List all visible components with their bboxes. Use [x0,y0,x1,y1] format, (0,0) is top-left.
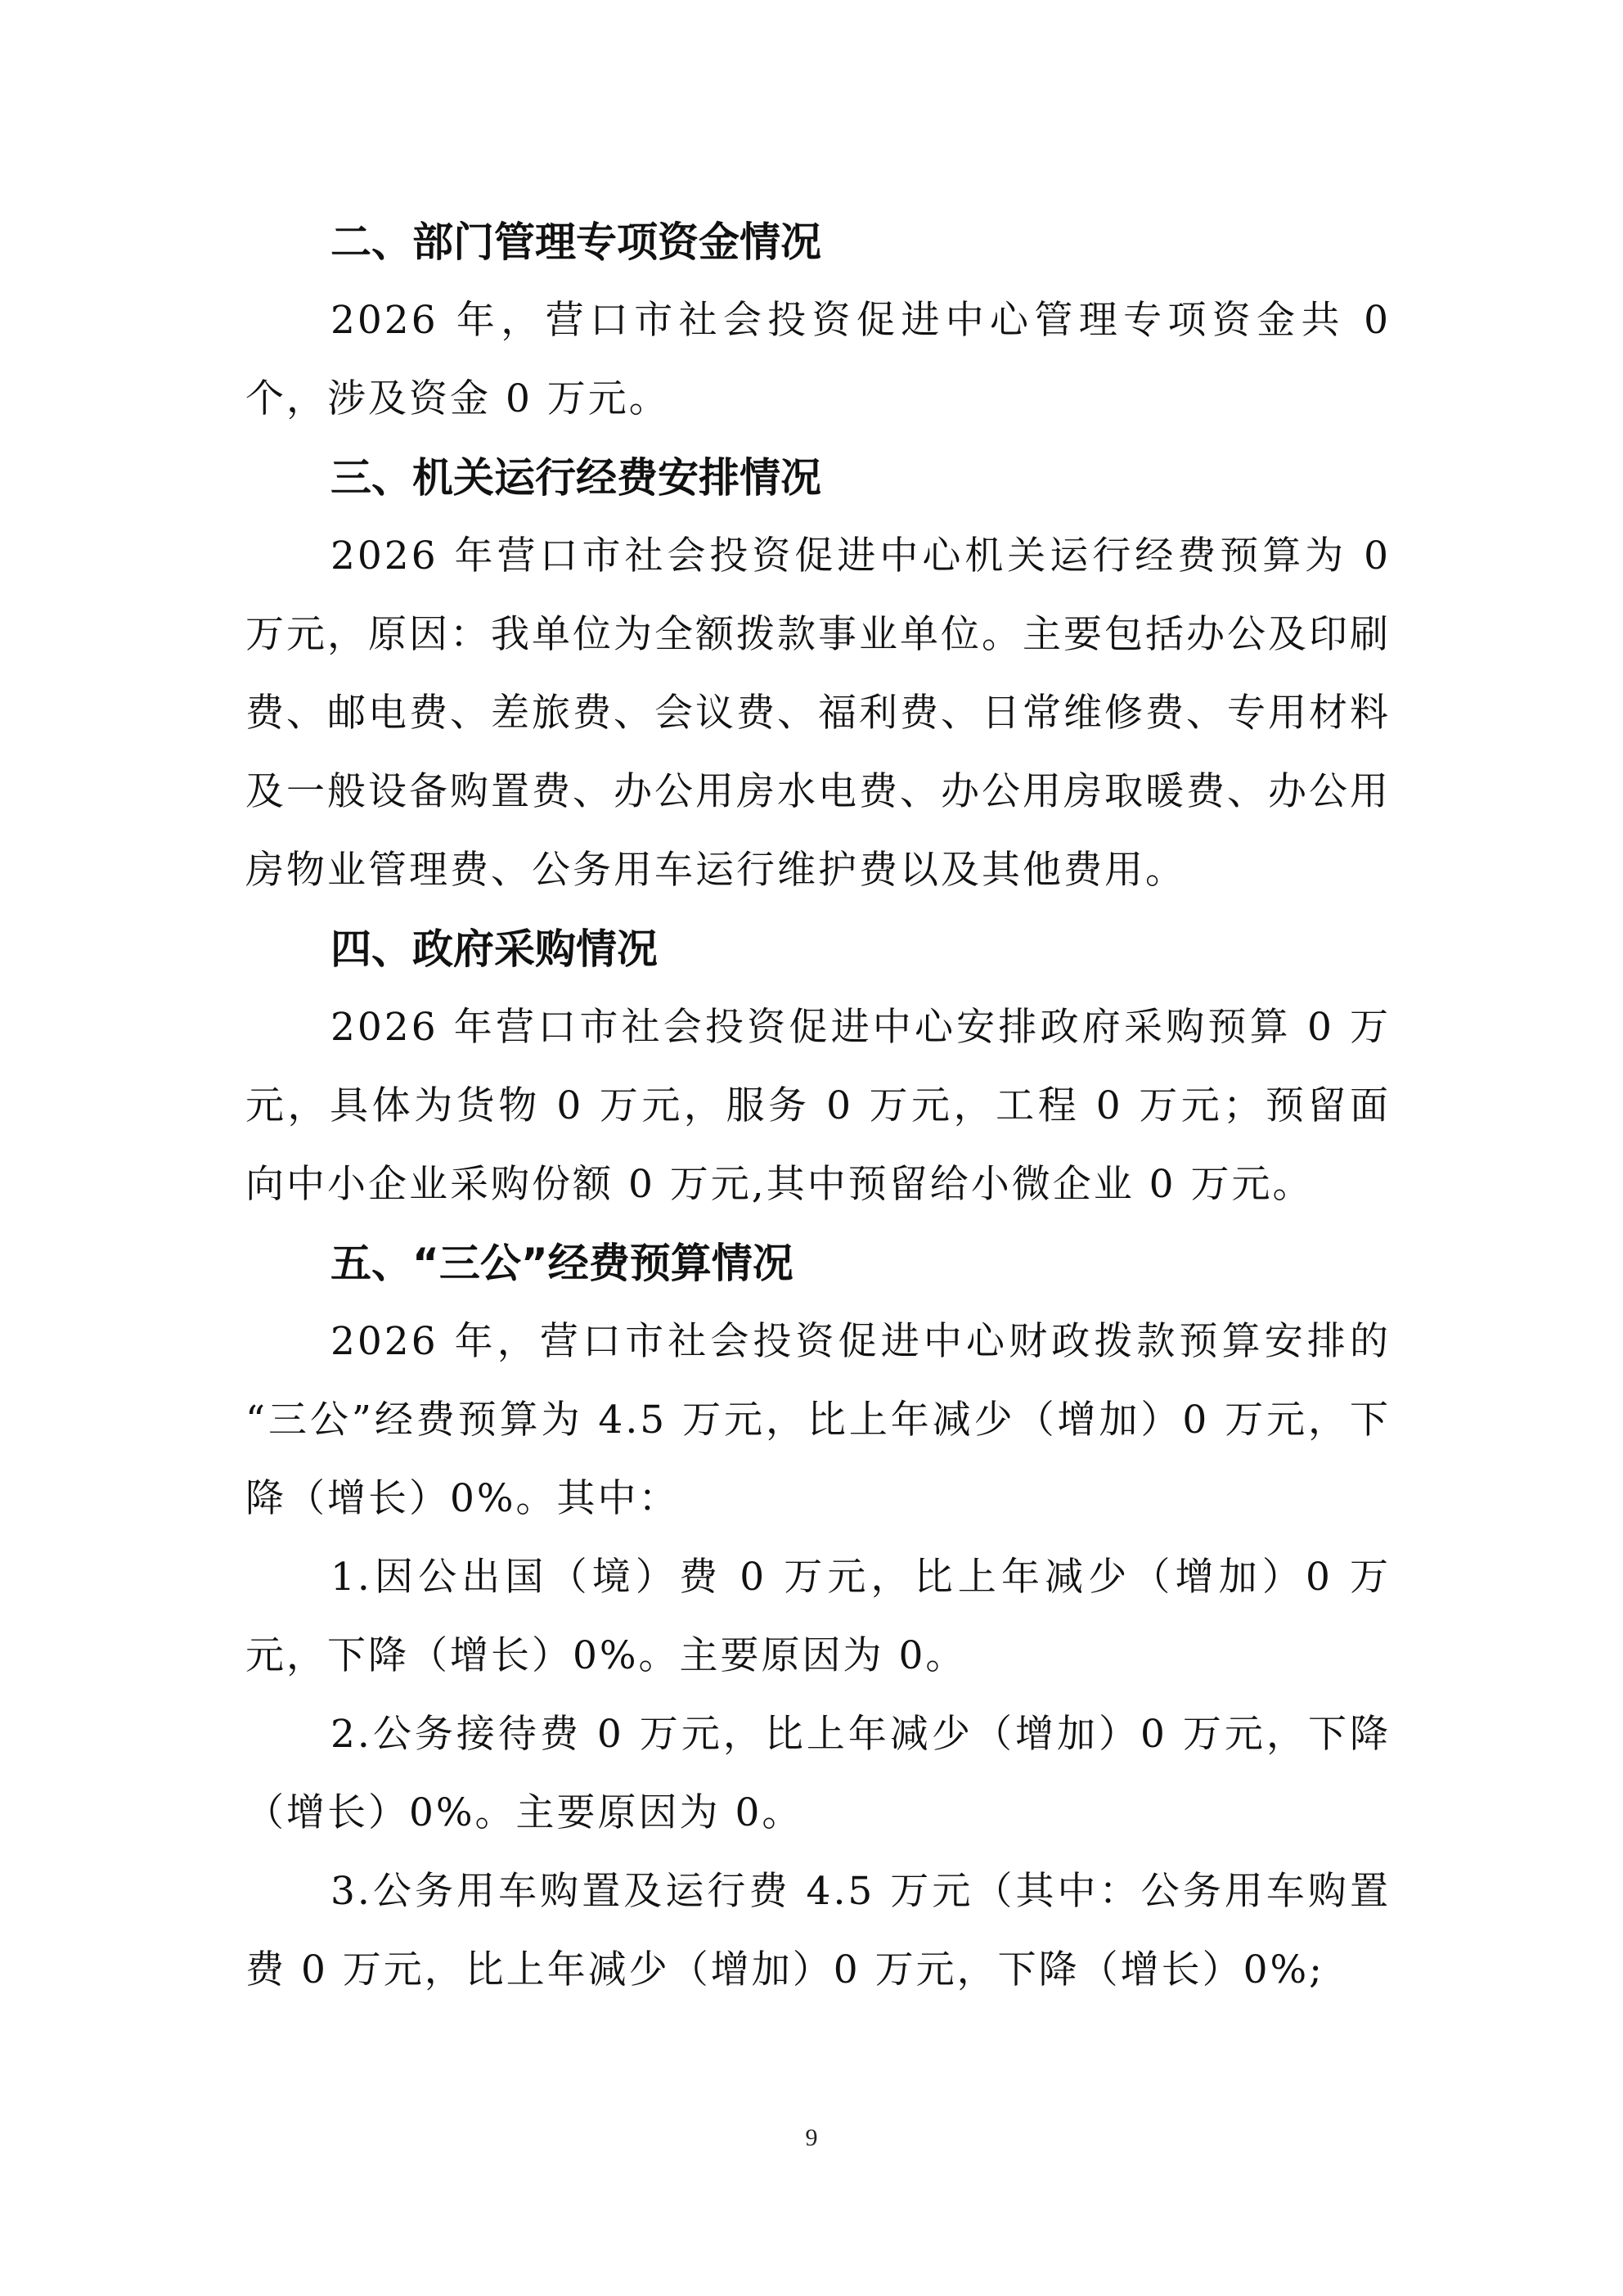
operating-expenses-paragraph: 2026 年营口市社会投资促进中心机关运行经费预算为 0 万元，原因：我单位为全额拨款事业单位。主要包括办公及印刷费、邮电费、差旅费、会议费、福利费、日常维修费、专用材料及一般设备购置费、办公用房水电费、办公用房取暖费、办公用房物业管理费、公务用车运行维护费以及其他费用。 [245,533,1391,893]
official-vehicle-paragraph: 3.公务用车购置及运行费 4.5 万元（其中：公务用车购置费 0 万元，比上年减少（增加）0 万元，下降（增长）0%; [245,1869,1391,1992]
section-heading-government-procurement: 四、政府采购情况 [330,925,658,973]
page-number: 9 [805,2124,818,2151]
section-heading-special-funds: 二、部门管理专项资金情况 [330,218,821,266]
government-procurement-paragraph: 2026 年营口市社会投资促进中心安排政府采购预算 0 万元，具体为货物 0 万元，服务 0 万元，工程 0 万元；预留面向中小企业采购份额 0 万元,其中预留给小微企业 0 万元。 [245,1005,1391,1207]
three-public-expenses-summary: 2026 年，营口市社会投资促进中心财政拨款预算安排的 “三公”经费预算为 4.5 万元，比上年减少（增加）0 万元，下降（增长）0%。其中： [245,1319,1391,1521]
section-heading-operating-expenses: 三、机关运行经费安排情况 [330,454,821,502]
document-body [245,203,1391,2010]
section-heading-three-public-expenses: 五、“三公”经费预算情况 [330,1240,794,1287]
special-funds-paragraph: 2026 年，营口市社会投资促进中心管理专项资金共 0 个，涉及资金 0 万元。 [245,298,1391,421]
reception-expenses-paragraph: 2.公务接待费 0 万元，比上年减少（增加）0 万元，下降（增长）0%。主要原因为 0。 [245,1712,1391,1835]
overseas-travel-paragraph: 1.因公出国（境）费 0 万元，比上年减少（增加）0 万元，下降（增长）0%。主要原因为 0。 [245,1555,1391,1678]
